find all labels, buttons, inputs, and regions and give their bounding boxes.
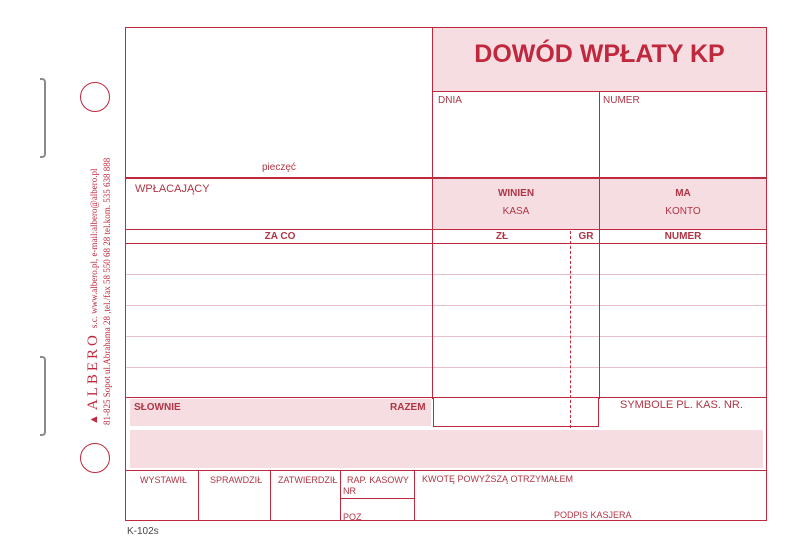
debit-sublabel: KASA — [502, 206, 530, 217]
symbols-label: SYMBOLE PL. KAS. NR. — [620, 399, 743, 411]
cash-report-mid-line — [341, 498, 414, 499]
staple-top — [40, 78, 46, 158]
publisher-imprint — [84, 168, 102, 425]
payer-label: WPŁACAJĄCY — [135, 183, 210, 195]
table-row[interactable] — [126, 274, 766, 306]
table-row[interactable] — [126, 336, 766, 368]
date-field[interactable] — [434, 104, 598, 176]
staple-bottom — [40, 356, 46, 436]
form-title: DOWÓD WPŁATY KP — [474, 40, 725, 68]
amount-in-words-field[interactable] — [130, 430, 763, 468]
number-label: NUMER — [603, 95, 640, 106]
form-code: K-102s — [127, 526, 159, 537]
table-row[interactable] — [126, 244, 766, 275]
approved-label: ZATWIERDZIŁ — [278, 475, 338, 485]
stamp-label: pieczęć — [262, 162, 296, 173]
stamp-divider — [432, 28, 433, 178]
publisher-brand: ALBERO — [85, 332, 101, 411]
cashier-sign-field[interactable] — [415, 487, 765, 509]
col-gr: GR — [578, 231, 594, 242]
credit-label: MA — [675, 188, 691, 199]
col-number: NUMER — [664, 231, 702, 242]
payer-divider — [432, 179, 433, 229]
zl-column-line — [432, 229, 433, 399]
cash-report-label: RAP. KASOWY — [347, 475, 409, 485]
sig-divider-3 — [340, 471, 341, 521]
debit-box — [433, 179, 599, 229]
total-amount-field[interactable] — [433, 397, 599, 427]
debit-credit-divider — [599, 179, 600, 229]
binding-hole-bottom — [80, 443, 110, 473]
signature-top-line — [126, 470, 766, 471]
approved-sign-field[interactable] — [271, 487, 339, 520]
checked-sign-field[interactable] — [199, 487, 269, 520]
credit-box — [600, 179, 766, 229]
date-number-divider — [599, 92, 600, 178]
col-for-what: ZA CO — [264, 231, 296, 242]
binding-hole-top — [80, 82, 110, 112]
publisher-address: 81-825 Sopot ul.Abrahama 28 ,tel./fax 58 550 68 28 tel.kom. 535 638 888 — [102, 157, 112, 425]
number-column-line — [599, 229, 600, 399]
symbols-field[interactable] — [601, 412, 765, 426]
checked-label: SPRAWDZIŁ — [210, 475, 263, 485]
credit-sublabel: KONTO — [665, 206, 701, 217]
table-row[interactable] — [126, 305, 766, 337]
publisher-company: s.c. www.albero.pl, e-mail:albero@albero.pl — [89, 168, 99, 329]
received-label: KWOTĘ POWYŻSZĄ OTRZYMAŁEM — [422, 474, 574, 484]
debit-label: WINIEN — [497, 188, 535, 199]
payer-field[interactable] — [127, 196, 431, 228]
col-zl: ZŁ — [495, 231, 509, 242]
cash-report-nr-label: NR — [343, 486, 356, 496]
in-words-label: SŁOWNIE — [134, 402, 181, 413]
date-label: DNIA — [438, 95, 462, 106]
table-row[interactable] — [126, 367, 766, 398]
items-table — [126, 244, 766, 398]
publisher-logo-icon: ▲ — [88, 414, 100, 425]
total-label: RAZEM — [390, 402, 426, 413]
header-top-line — [126, 229, 766, 230]
number-field[interactable] — [601, 104, 765, 176]
issued-sign-field[interactable] — [127, 487, 197, 520]
item-position-label: POZ — [343, 512, 362, 522]
cashier-signature-label: PODPIS KASJERA — [554, 510, 632, 520]
issued-label: WYSTAWIŁ — [140, 475, 187, 485]
